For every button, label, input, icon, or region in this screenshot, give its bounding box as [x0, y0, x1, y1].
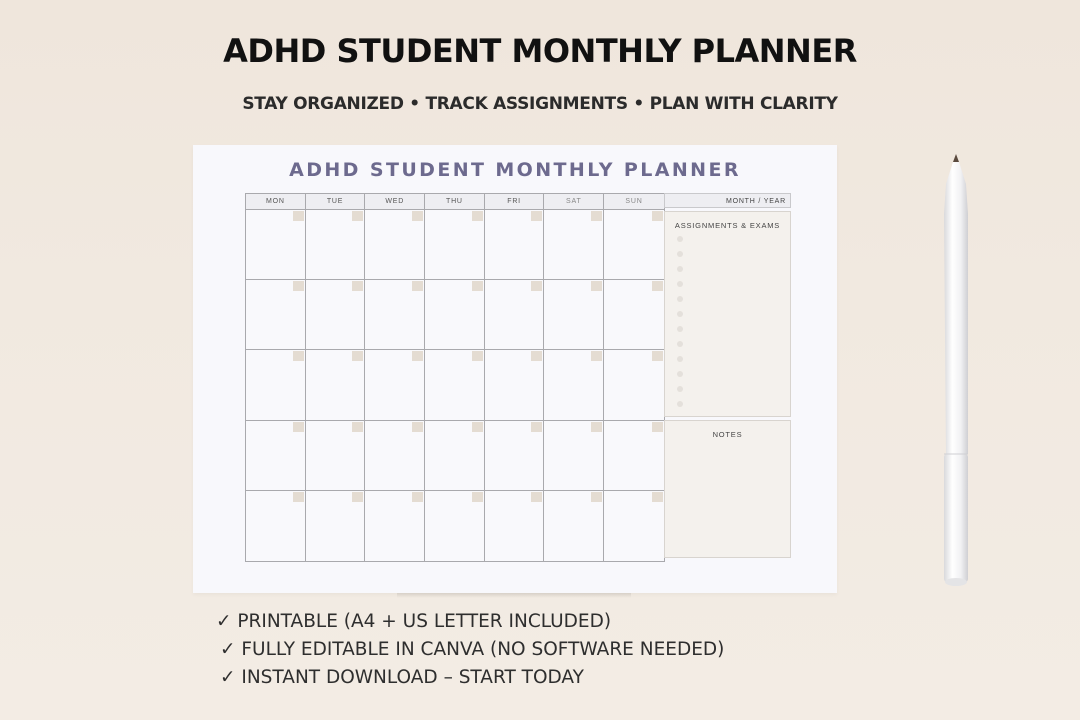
date-tab — [352, 422, 363, 432]
bullet-dot — [677, 251, 683, 257]
sidebar — [664, 193, 791, 558]
feature-list — [216, 608, 724, 692]
subtitle: STAY ORGANIZED • TRACK ASSIGNMENTS • PLAN WITH CLARITY — [242, 94, 838, 114]
date-tab — [352, 211, 363, 221]
feature-item: ✓ PRINTABLE (A4 + US LETTER INCLUDED) — [216, 611, 612, 632]
date-tab — [352, 351, 363, 361]
day-cell — [544, 421, 604, 491]
date-tab — [591, 351, 602, 361]
calendar-grid — [245, 209, 665, 562]
date-tab — [531, 281, 542, 291]
date-tab — [652, 211, 663, 221]
day-header-sun: SUN — [625, 198, 643, 205]
day-cell — [306, 350, 366, 420]
date-tab — [472, 351, 483, 361]
day-cell — [425, 280, 485, 350]
day-header-mon: MON — [246, 194, 306, 209]
day-cell — [365, 421, 425, 491]
date-tab — [591, 211, 602, 221]
day-cell — [485, 491, 545, 561]
day-cell — [485, 350, 545, 420]
calendar — [245, 193, 665, 562]
date-tab — [472, 211, 483, 221]
day-cell — [246, 491, 306, 561]
day-cell — [544, 210, 604, 280]
day-header-tue: TUE — [306, 194, 366, 209]
day-cell — [544, 350, 604, 420]
day-header-fri: FRI — [485, 194, 545, 209]
feature-item: ✓ FULLY EDITABLE IN CANVA (NO SOFTWARE NEEDED) — [220, 639, 725, 660]
date-tab — [352, 281, 363, 291]
day-cell — [604, 280, 664, 350]
assignments-box — [664, 211, 791, 417]
bullet-dot — [677, 371, 683, 377]
bullet-dot — [677, 341, 683, 347]
day-cell — [485, 280, 545, 350]
bullet-dot — [677, 311, 683, 317]
day-cell — [365, 280, 425, 350]
day-header-row — [245, 193, 665, 209]
day-cell — [306, 210, 366, 280]
day-cell — [246, 210, 306, 280]
day-cell — [604, 350, 664, 420]
day-cell — [544, 491, 604, 561]
date-tab — [412, 422, 423, 432]
planner-title: ADHD STUDENT MONTHLY PLANNER — [289, 159, 741, 181]
day-cell — [425, 491, 485, 561]
day-cell — [604, 421, 664, 491]
date-tab — [652, 351, 663, 361]
date-tab — [412, 351, 423, 361]
date-tab — [293, 422, 304, 432]
date-tab — [412, 211, 423, 221]
day-cell — [306, 421, 366, 491]
day-cell — [544, 280, 604, 350]
day-header-sat: SAT — [544, 194, 604, 209]
bullet-dot — [677, 281, 683, 287]
date-tab — [472, 492, 483, 502]
day-cell — [246, 421, 306, 491]
date-tab — [293, 211, 304, 221]
date-tab — [293, 492, 304, 502]
assignments-label: ASSIGNMENTS & EXAMS — [674, 221, 781, 230]
date-tab — [652, 281, 663, 291]
bullet-dot — [677, 236, 683, 242]
bullet-dot — [677, 326, 683, 332]
day-cell — [365, 350, 425, 420]
day-header-thu: THU — [425, 194, 485, 209]
planner-sheet — [193, 145, 837, 593]
date-tab — [293, 351, 304, 361]
date-tab — [412, 281, 423, 291]
day-cell — [306, 280, 366, 350]
assignment-bullets — [677, 236, 683, 416]
date-tab — [531, 211, 542, 221]
day-cell — [246, 350, 306, 420]
day-cell — [365, 491, 425, 561]
day-cell — [485, 210, 545, 280]
date-tab — [293, 281, 304, 291]
day-cell — [485, 421, 545, 491]
date-tab — [591, 281, 602, 291]
month-year-label: MONTH / YEAR — [664, 193, 791, 208]
main-title: ADHD STUDENT MONTHLY PLANNER — [223, 32, 857, 70]
date-tab — [591, 492, 602, 502]
date-tab — [531, 492, 542, 502]
day-cell — [365, 210, 425, 280]
notes-label: NOTES — [712, 430, 743, 439]
date-tab — [412, 492, 423, 502]
day-cell — [425, 350, 485, 420]
date-tab — [472, 281, 483, 291]
bullet-dot — [677, 386, 683, 392]
bullet-dot — [677, 356, 683, 362]
date-tab — [472, 422, 483, 432]
day-cell — [604, 210, 664, 280]
date-tab — [652, 492, 663, 502]
date-tab — [652, 422, 663, 432]
day-cell — [425, 210, 485, 280]
date-tab — [531, 422, 542, 432]
day-cell — [246, 280, 306, 350]
day-cell — [604, 491, 664, 561]
day-cell — [306, 491, 366, 561]
bullet-dot — [677, 296, 683, 302]
day-cell — [425, 421, 485, 491]
feature-item: ✓ INSTANT DOWNLOAD – START TODAY — [220, 667, 584, 688]
pen-image — [936, 154, 976, 588]
notes-box — [664, 420, 791, 558]
date-tab — [531, 351, 542, 361]
bullet-dot — [677, 401, 683, 407]
date-tab — [591, 422, 602, 432]
day-header-wed: WED — [365, 194, 425, 209]
bullet-dot — [677, 266, 683, 272]
date-tab — [352, 492, 363, 502]
